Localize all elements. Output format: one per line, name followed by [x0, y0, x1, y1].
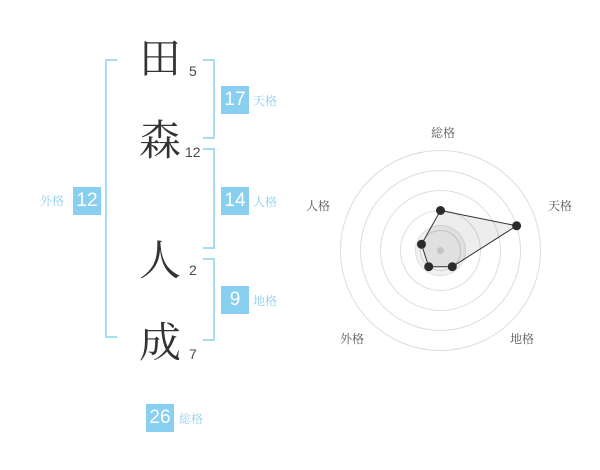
radar-chart — [330, 140, 551, 361]
stroke-count-3: 2 — [189, 262, 197, 278]
name-char-2: 森 — [138, 117, 181, 164]
tenkaku-label: 天格 — [253, 94, 278, 108]
radar-axis-label-tenkaku: 天格 — [548, 199, 573, 213]
name-char-4: 成 — [138, 319, 181, 366]
stroke-count-4: 7 — [189, 346, 197, 362]
radar-axis-label-jinkaku: 人格 — [306, 199, 331, 213]
jinkaku-score-box: 14 — [221, 187, 249, 215]
tenkaku-score-box: 17 — [221, 86, 249, 114]
gaikaku-score-box: 12 — [73, 187, 101, 215]
soukaku-score-box: 26 — [146, 404, 174, 432]
radar-axis-label-soukaku: 総格 — [430, 126, 455, 140]
jinkaku-label: 人格 — [253, 195, 278, 209]
gaikaku-label: 外格 — [40, 194, 65, 208]
bracket-gaikaku — [105, 59, 117, 338]
stroke-count-1: 5 — [189, 63, 197, 79]
bracket-jinkaku — [203, 148, 215, 249]
radar-axis-label-gaikaku: 外格 — [340, 332, 365, 346]
radar-axis-label-chikaku: 地格 — [510, 332, 535, 346]
chikaku-label: 地格 — [253, 294, 278, 308]
name-char-1: 田 — [138, 35, 181, 82]
name-char-3: 人 — [138, 237, 181, 284]
bracket-tenkaku — [203, 59, 215, 139]
stroke-count-2: 12 — [185, 144, 201, 160]
bracket-chikaku — [203, 258, 215, 341]
chikaku-score-box: 9 — [221, 286, 249, 314]
soukaku-label: 総格 — [179, 412, 204, 426]
